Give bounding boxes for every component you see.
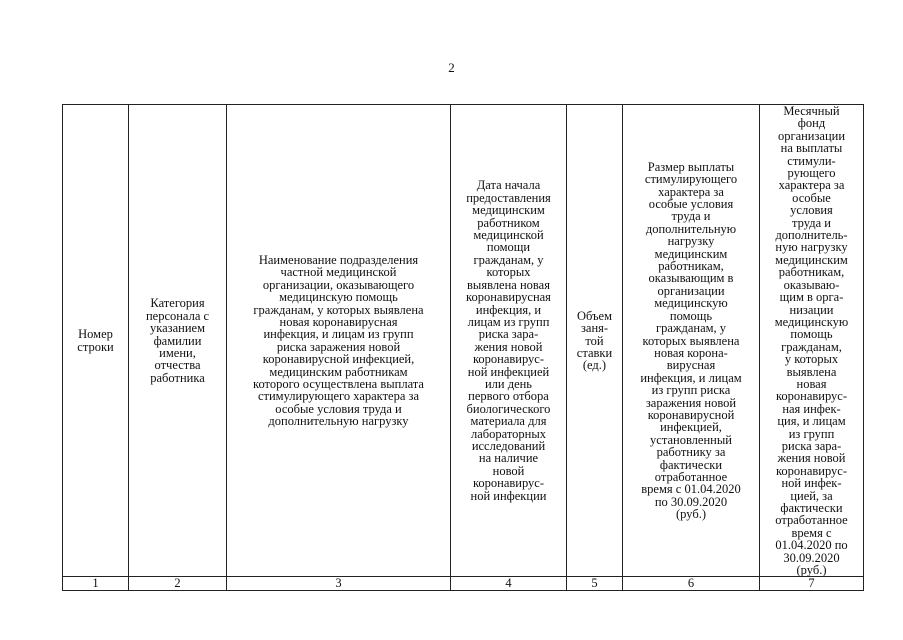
header-row-number: Номер строки	[63, 105, 129, 577]
column-number-cell: 1	[63, 577, 129, 591]
column-number-row	[63, 577, 864, 591]
header-start-date: Дата начала предоставления медицинским работником медицинской помощи гражданам, у которых выявлена новая коронавирусная инфекция, и лицам из групп риска зара- жения новой коронавирус- ной инфекцией или день первого отбора биологического материала для лабораторных исследований на наличие новой коронавирус- ной инфекции	[451, 105, 567, 577]
header-monthly-fund: Месячный фонд организации на выплаты стимули- рующего характера за особые условия труда и дополнитель- ную нагрузку медицинским работникам, оказываю- щим в орга- низации медицинскую помощь гражданам, у которых выявлена новая коронавирус- ная инфек- ция, и лицам из групп риска зара- жения новой коронавирус- ной инфек- цией, за фактически отработанное время с 01.04.2020 по 30.09.2020 (руб.)	[760, 105, 864, 577]
column-number-cell: 6	[623, 577, 760, 591]
column-number-cell: 3	[227, 577, 451, 591]
column-number-cell: 4	[451, 577, 567, 591]
header-payment-amount: Размер выплаты стимулирующего характера за особые условия труда и дополнительную нагрузку медицинским работникам, оказывающим в организации медицинскую помощь гражданам, у которых выявлена новая корона- вирусная инфекция, и лицам из групп риска заражения новой коронавирусной инфекцией, установленный работнику за фактически отработанное время с 01.04.2020 по 30.09.2020 (руб.)	[623, 105, 760, 577]
header-department-name: Наименование подразделения частной медицинской организации, оказывающего медицинскую помощь гражданам, у которых выявлена новая коронавирусная инфекция, и лицам из групп риска заражения новой коронавирусной инфекцией, медицинским работникам которого осуществлена выплата стимулирующего характера за особые условия труда и дополнительную нагрузку	[227, 105, 451, 577]
column-number-cell: 5	[567, 577, 623, 591]
form-table	[62, 104, 864, 591]
column-number-cell: 7	[760, 577, 864, 591]
header-rate-volume: Объем заня- той ставки (ед.)	[567, 105, 623, 577]
page-number: 2	[448, 60, 455, 75]
column-number-cell: 2	[129, 577, 227, 591]
header-row	[63, 105, 864, 577]
header-staff-category: Категория персонала с указанием фамилии имени, отчества работника	[129, 105, 227, 577]
